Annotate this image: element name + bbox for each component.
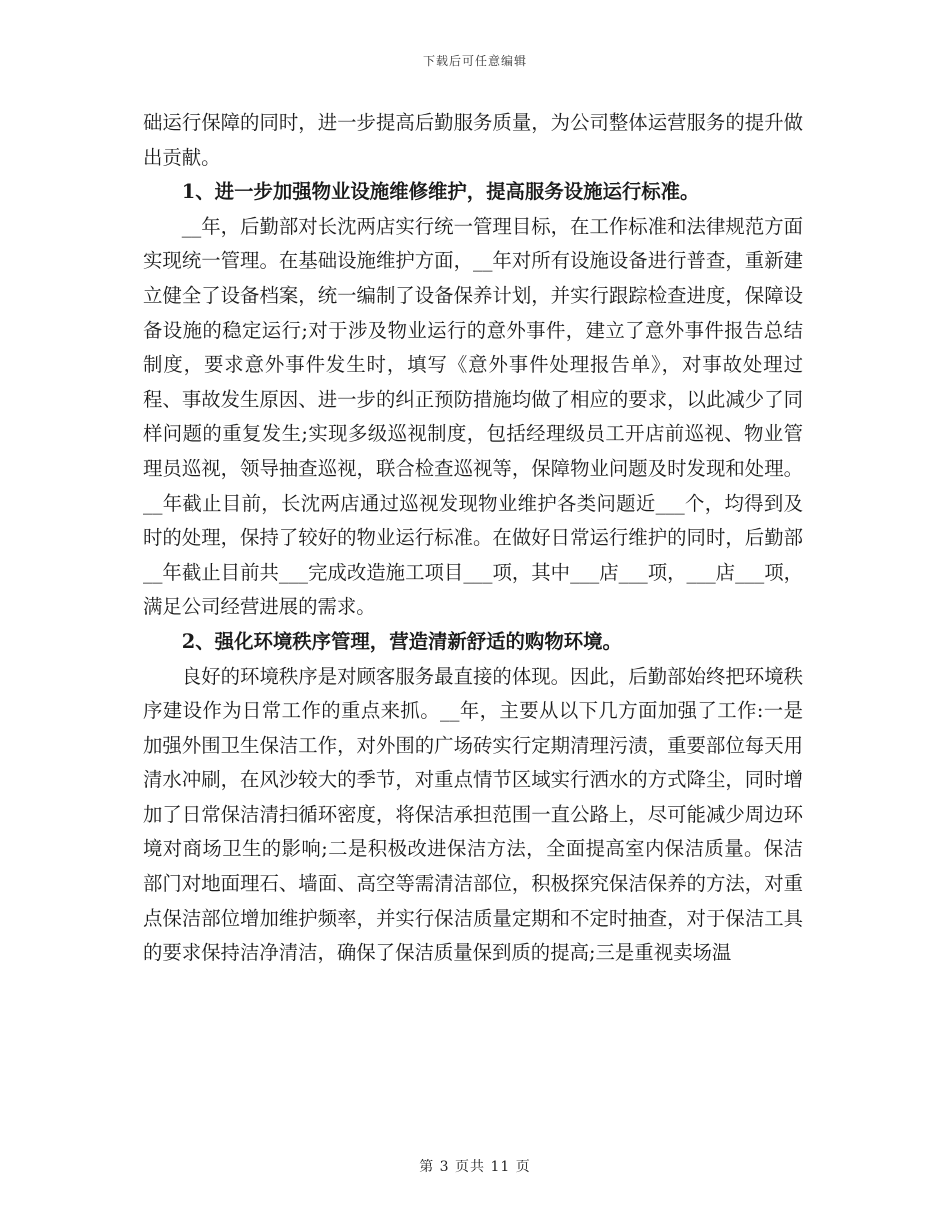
section-1-paragraph: __年，后勤部对长沈两店实行统一管理目标，在工作标准和法律规范方面实现统一管理。在基础设施维护方面，__年对所有设施设备进行普查，重新建立健全了设备档案，统一编制了设备保养计划，并实行跟踪检查进度，保障设备设施的稳定运行;对于涉及物业运行的意外事件，建立了意外事件报告总结制度，要求意外事件发生时，填写《意外事件处理报告单》，对事故处理过程、事故发生原因、进一步的纠正预防措施均做了相应的要求，以此减少了同样问题的重复发生;实现多级巡视制度，包括经理级员工开店前巡视、物业管理员巡视，领导抽查巡视，联合检查巡视等，保障物业问题及时发现和处理。__年截止目前，长沈两店通过巡视发现物业维护各类问题近___个，均得到及时的处理，保持了较好的物业运行标准。在做好日常运行维护的同时，后勤部__年截止目前共___完成改造施工项目___项，其中___店___项，___店___项，满足公司经营进展的需求。 bbox=[143, 214, 803, 619]
intro-continuation-paragraph: 础运行保障的同时，进一步提高后勤服务质量，为公司整体运营服务的提升做出贡献。 bbox=[143, 111, 803, 169]
section-1-heading: 1、进一步加强物业设施维修维护，提高服务设施运行标准。 bbox=[181, 180, 700, 204]
section-2-heading: 2、强化环境秩序管理，营造清新舒适的购物环境。 bbox=[181, 629, 622, 653]
page-number-footer: 第 3 页共 11 页 bbox=[419, 1159, 531, 1175]
page-header: 下载后可任意编辑 bbox=[422, 54, 527, 68]
section-2-paragraph: 良好的环境秩序是对顾客服务最直接的体现。因此，后勤部始终把环境秩序建设作为日常工作的重点来抓。__年，主要从以下几方面加强了工作:一是加强外围卫生保洁工作，对外围的广场砖实行定期清理污渍，重要部位每天用清水冲刷，在风沙较大的季节，对重点情节区域实行洒水的方式降尘，同时增加了日常保洁清扫循环密度，将保洁承担范围一直公路上，尽可能减少周边环境对商场卫生的影响;二是积极改进保洁方法，全面提高室内保洁质量。保洁部门对地面理石、墙面、高空等需清洁部位，积极探究保洁保养的方法，对重点保洁部位增加维护频率，并实行保洁质量定期和不定时抽查，对于保洁工具的要求保持洁净清洁，确保了保洁质量保到质的提高;三是重视卖场温 bbox=[143, 664, 803, 965]
document-body bbox=[143, 106, 803, 971]
